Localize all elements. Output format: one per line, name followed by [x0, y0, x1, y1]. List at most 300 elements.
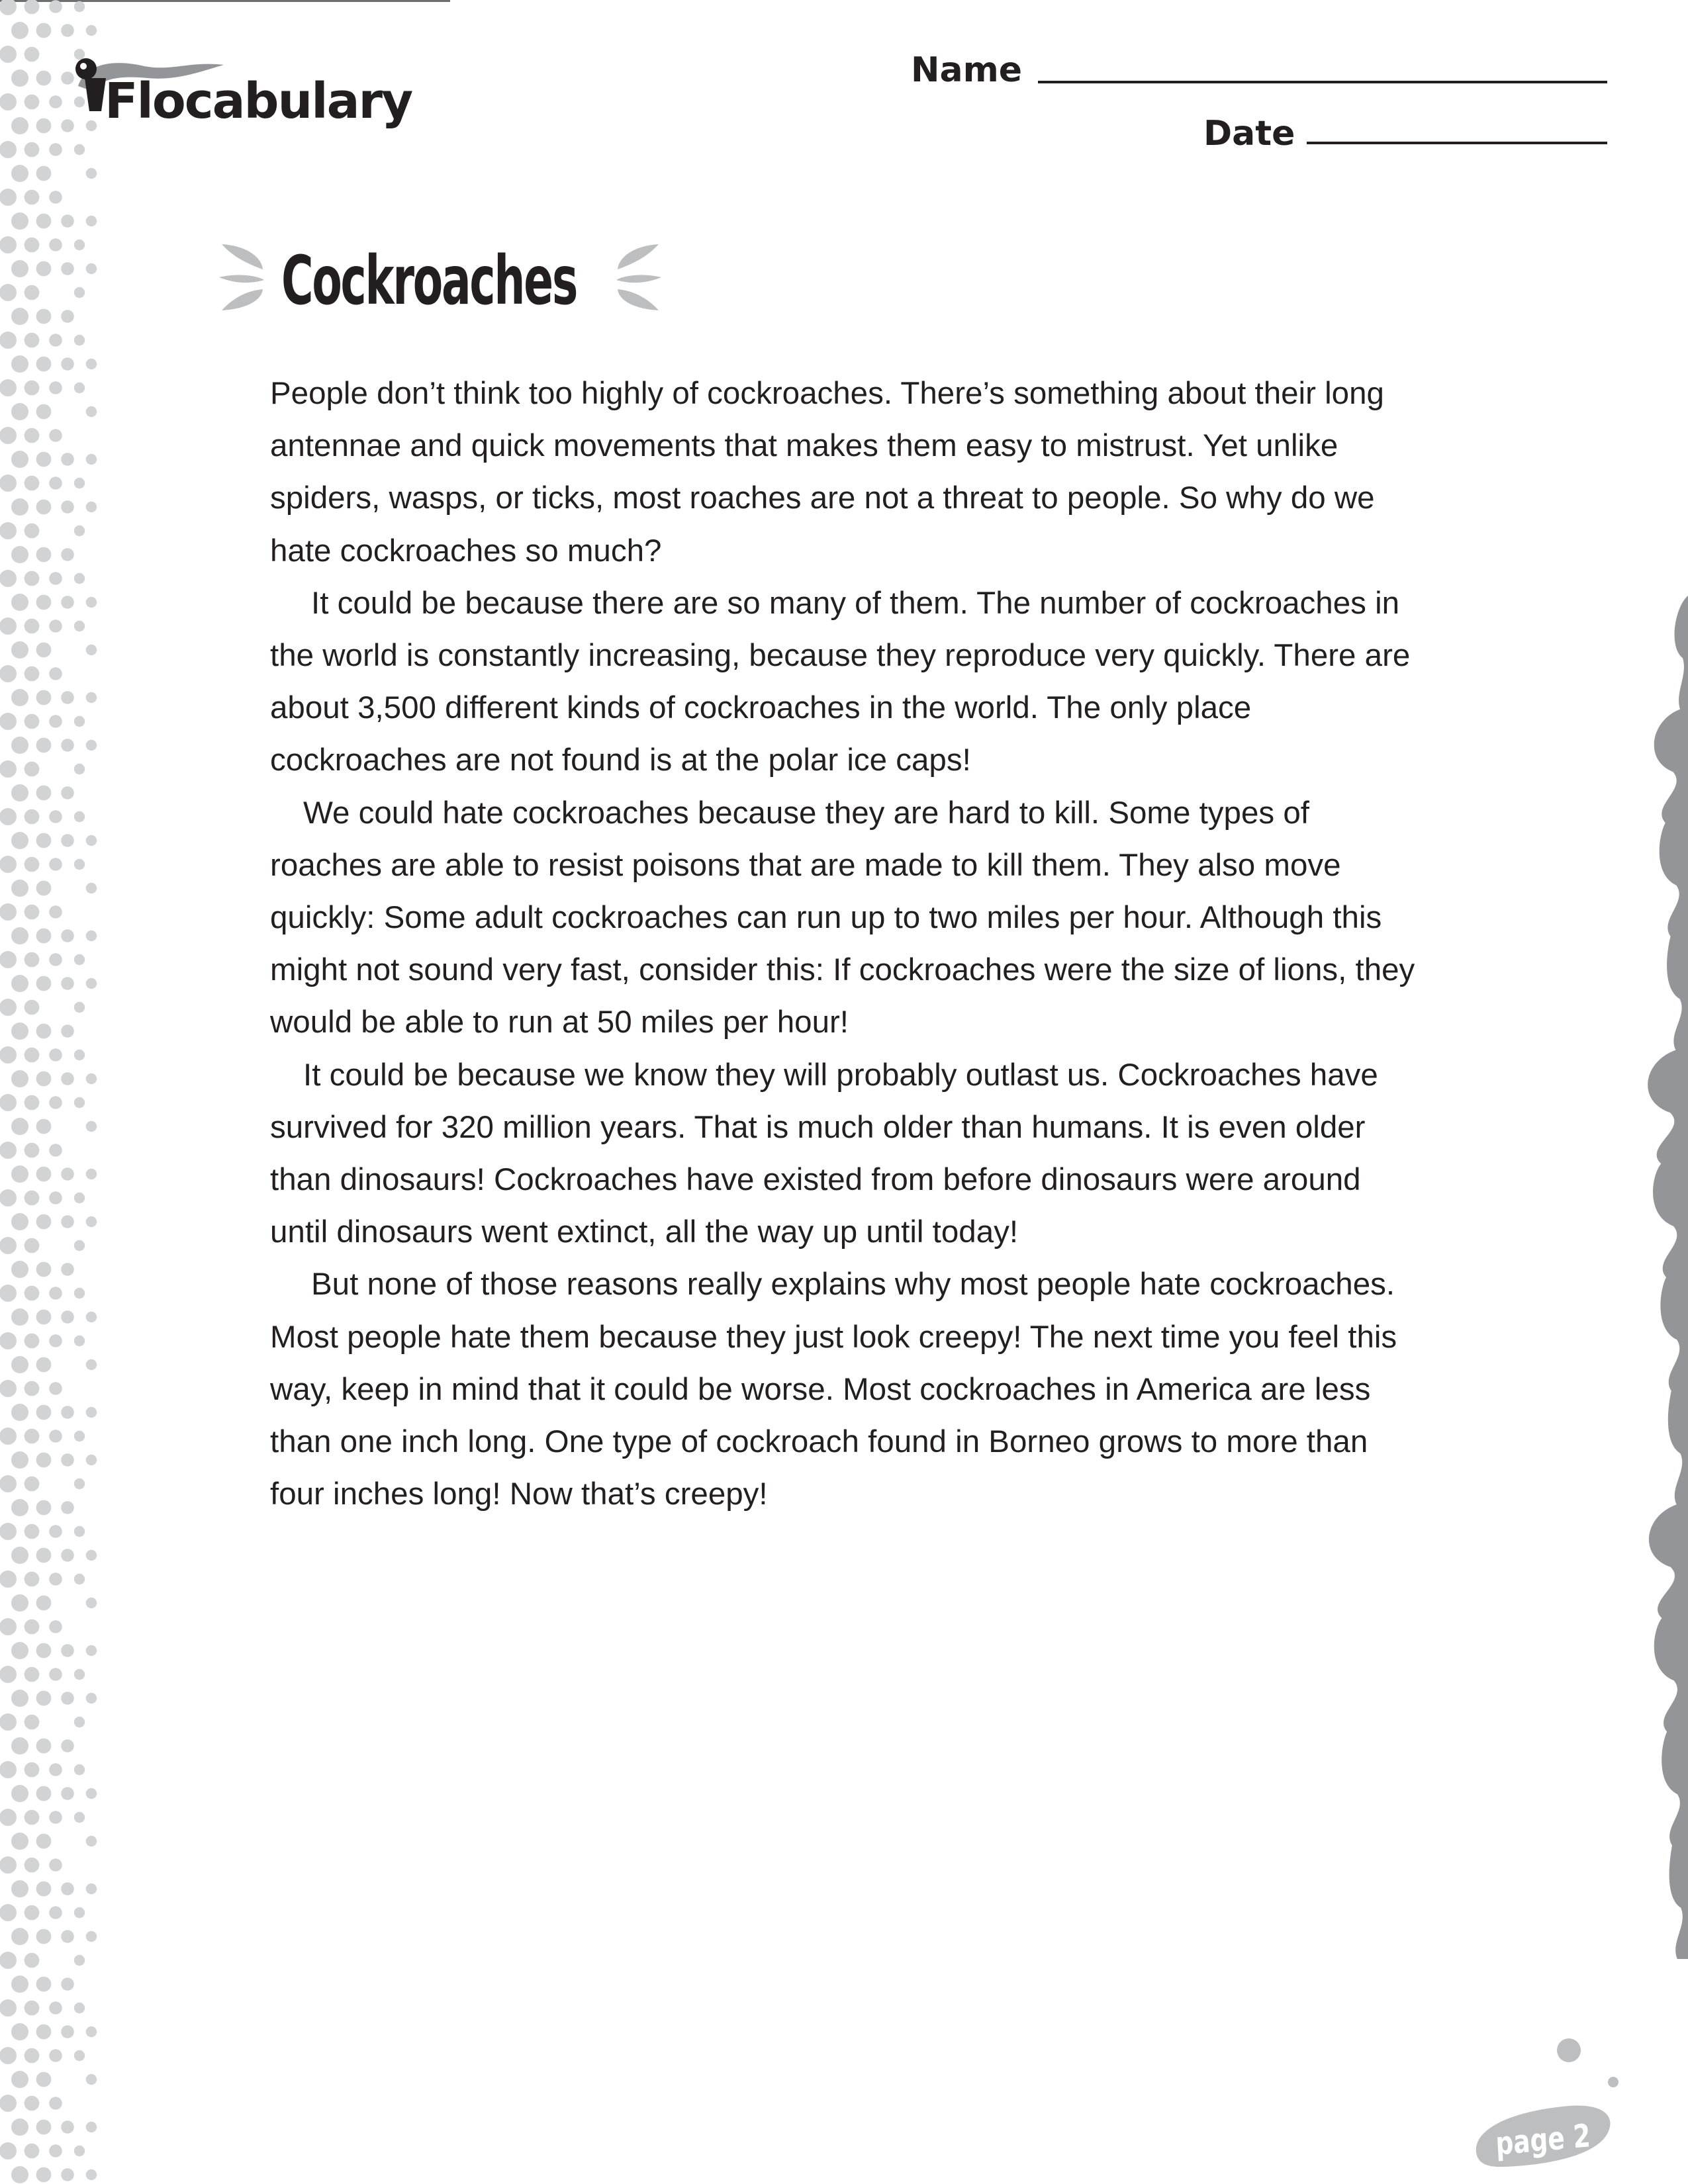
border-dot — [86, 1407, 97, 1418]
border-dot — [86, 597, 97, 608]
border-dot — [36, 1882, 52, 1897]
border-dot — [24, 285, 40, 300]
border-dot — [86, 2169, 97, 2180]
border-dot — [11, 784, 28, 801]
border-dot — [61, 214, 74, 228]
border-dot — [74, 335, 85, 345]
border-dot — [86, 263, 97, 274]
border-dot — [11, 1928, 28, 1945]
border-dot — [0, 2095, 17, 2112]
border-dot — [0, 475, 17, 492]
border-dot — [24, 1191, 40, 1206]
paragraph-1: People don’t think too highly of cockroaches. There’s something about their long antennae and quick movements that makes them easy to mistrust. Yet unlike spiders, wasps, or ticks, most roaches are not a threat to people. So why do we hate cockroaches so much? — [270, 376, 1384, 569]
border-dot — [11, 880, 28, 897]
border-dot — [11, 1165, 28, 1183]
border-dot — [36, 1357, 52, 1373]
border-dot — [86, 1359, 97, 1370]
border-dot — [86, 978, 97, 989]
border-dot — [36, 738, 52, 753]
border-dot — [0, 284, 17, 301]
border-dot — [11, 1642, 28, 1659]
border-dot — [86, 406, 97, 417]
border-dot — [86, 454, 97, 465]
border-dot — [36, 1453, 52, 1468]
border-dot — [49, 572, 62, 585]
border-dot — [86, 359, 97, 369]
border-dot — [36, 500, 52, 515]
border-dot — [74, 1336, 85, 1346]
border-dot — [36, 357, 52, 372]
border-dot — [36, 2072, 52, 2087]
border-dot — [24, 857, 40, 872]
logo-wordmark: Flocabulary — [105, 73, 412, 130]
border-dot — [74, 240, 85, 250]
border-dot — [74, 287, 85, 298]
border-dot — [11, 2118, 28, 2136]
border-dot — [11, 117, 28, 134]
border-dot — [0, 522, 17, 539]
border-dot — [24, 1667, 40, 1682]
border-dot — [24, 1858, 40, 1873]
border-dot — [74, 811, 85, 822]
border-dot — [0, 1570, 17, 1588]
border-dot — [49, 2097, 62, 2110]
border-dot — [0, 1380, 17, 1397]
border-dot — [49, 1430, 62, 1443]
border-dot — [24, 1524, 40, 1539]
border-dot — [61, 2120, 74, 2134]
border-dot — [0, 1475, 17, 1492]
border-dot — [49, 1858, 62, 1872]
border-dot — [74, 1574, 85, 1584]
border-dot — [0, 189, 17, 206]
border-dot — [36, 1929, 52, 1944]
border-dot — [61, 2025, 74, 2038]
border-dot — [11, 927, 28, 944]
border-dot — [24, 1000, 40, 1015]
border-dot — [49, 1382, 62, 1395]
border-dot — [74, 1050, 85, 1060]
border-dot — [0, 1809, 17, 1826]
border-dot — [36, 595, 52, 610]
border-dot — [11, 1547, 28, 1564]
border-dot — [36, 786, 52, 801]
border-dot — [24, 1143, 40, 1158]
page-badge — [1470, 2025, 1622, 2184]
border-dot — [0, 379, 17, 396]
border-dot — [36, 1024, 52, 1039]
border-dot — [11, 737, 28, 754]
border-dot — [86, 1598, 97, 1608]
border-dot — [24, 238, 40, 253]
border-dot — [36, 1310, 52, 1325]
border-dot — [86, 1216, 97, 1227]
border-dot — [86, 1645, 97, 1656]
page-title: Cockroaches — [281, 242, 577, 320]
border-dot — [49, 1096, 62, 1109]
border-dot — [74, 2146, 85, 2156]
border-dot — [49, 715, 62, 728]
border-dot — [49, 381, 62, 394]
paragraph-2: It could be because there are so many of them. The number of cockroaches in the world is constantly increasing, because they reproduce very quickly. There are about 3,500 different kinds of cockroaches in the world. The only place cockroaches are not found is at the polar ice caps! — [270, 585, 1411, 778]
border-dot — [11, 451, 28, 468]
border-dot — [86, 931, 97, 941]
border-dot — [0, 903, 17, 921]
border-dot — [49, 238, 62, 251]
border-dot — [74, 1526, 85, 1537]
border-dot — [74, 1669, 85, 1680]
border-dot — [86, 2122, 97, 2132]
border-dot — [86, 216, 97, 226]
border-dot — [36, 643, 52, 658]
border-dot — [49, 1668, 62, 1681]
border-dot — [74, 573, 85, 584]
border-dot — [49, 1906, 62, 1919]
border-dot — [74, 764, 85, 774]
border-dot — [24, 1048, 40, 1063]
border-dot — [11, 260, 28, 277]
border-dot — [24, 0, 40, 14]
border-dot — [49, 1763, 62, 1776]
border-dot — [0, 1428, 17, 1445]
border-dot — [0, 1999, 17, 2017]
border-dot — [24, 666, 40, 682]
border-dot — [61, 596, 74, 609]
border-dot — [24, 1429, 40, 1444]
border-dot — [36, 71, 52, 86]
border-dot — [61, 834, 74, 847]
paragraph-3: We could hate cockroaches because they are hard to kill. Some types of roaches are able to resist poisons that are made to kill them. They also move quickly: Some adult cockroaches can run up to two miles per hour. Although this might not sound very fast, consider this: If cockroaches were the size of lions, they would be able to run at 50 miles per hour! — [270, 795, 1415, 1040]
border-dot — [36, 833, 52, 848]
border-dot — [0, 1332, 17, 1349]
border-dot — [36, 1596, 52, 1611]
border-dot — [0, 617, 17, 635]
border-dot — [24, 1953, 40, 1968]
border-dot — [74, 1097, 85, 1108]
border-dot — [86, 168, 97, 179]
border-dot — [11, 1499, 28, 1516]
border-dot — [11, 1594, 28, 1612]
border-dot — [49, 858, 62, 871]
border-dot — [11, 498, 28, 516]
border-dot — [24, 95, 40, 110]
border-dot — [36, 261, 52, 277]
border-dot — [36, 118, 52, 134]
border-dot — [49, 1191, 62, 1205]
border-dot — [24, 714, 40, 729]
border-dot — [11, 1261, 28, 1278]
border-dot — [24, 809, 40, 825]
border-dot — [36, 452, 52, 467]
border-dot — [36, 1262, 52, 1277]
border-dot — [74, 525, 85, 536]
border-dot — [36, 1786, 52, 1801]
border-dot — [86, 883, 97, 893]
border-dot — [61, 739, 74, 752]
border-dot — [86, 645, 97, 655]
paragraph-5: But none of those reasons really explains why most people hate cockroaches. Most people hate them because they just look creepy! The next time you feel this way, keep in mind that it could be worse. Most cockroaches in America are less than one inch long. One type of cockroach found in Borneo grows to more than four inches long! Now that’s creepy! — [270, 1267, 1397, 1512]
border-dot — [0, 1189, 17, 1206]
border-dot — [36, 690, 52, 705]
border-dot — [36, 1643, 52, 1659]
border-dot — [24, 571, 40, 586]
border-dot — [36, 1834, 52, 1849]
border-dot — [0, 570, 17, 587]
border-dot — [24, 2096, 40, 2111]
border-dot — [61, 1739, 74, 1752]
border-dot — [0, 427, 17, 444]
border-dot — [11, 1213, 28, 1230]
border-dot — [74, 383, 85, 393]
border-dot — [74, 144, 85, 155]
border-dot — [24, 476, 40, 491]
border-dot — [86, 692, 97, 703]
border-dot — [0, 1142, 17, 1159]
border-dot — [36, 976, 52, 991]
border-dot — [86, 1169, 97, 1179]
border-dot — [49, 1620, 62, 1633]
border-dot — [36, 881, 52, 896]
border-dot — [0, 93, 17, 111]
flocabulary-logo — [65, 52, 416, 138]
border-dot — [49, 2049, 62, 2062]
border-dot — [0, 1904, 17, 1921]
border-dot — [36, 2025, 52, 2040]
border-dot — [11, 689, 28, 706]
border-dot — [11, 1880, 28, 1897]
border-dot — [36, 1739, 52, 1754]
border-dot — [61, 310, 74, 323]
border-dot — [24, 905, 40, 920]
border-dot — [11, 1690, 28, 1707]
border-dot — [11, 641, 28, 659]
border-dot — [86, 1884, 97, 1894]
border-dot — [49, 143, 62, 156]
border-dot — [11, 1356, 28, 1373]
border-dot — [24, 333, 40, 348]
border-dot — [24, 2144, 40, 2159]
wavy-edge-shape — [1648, 596, 1688, 1959]
border-dot — [49, 1048, 62, 1062]
border-dot — [61, 977, 74, 990]
border-dot — [74, 1, 85, 12]
border-dot — [11, 22, 28, 39]
border-dot — [36, 547, 52, 563]
border-dot — [36, 1167, 52, 1182]
border-dot — [36, 1977, 52, 1992]
border-dot — [24, 381, 40, 396]
border-dot — [0, 332, 17, 349]
border-dot — [0, 999, 17, 1016]
border-dot — [74, 1288, 85, 1298]
border-dot — [11, 975, 28, 992]
border-dot — [11, 69, 28, 87]
border-dot — [11, 1404, 28, 1421]
border-dot — [74, 716, 85, 727]
border-dot — [61, 1406, 74, 1419]
border-dot — [61, 1263, 74, 1276]
border-dot — [86, 1073, 97, 1084]
border-dot — [0, 1713, 17, 1731]
border-dot — [61, 929, 74, 942]
border-dot — [74, 1717, 85, 1727]
border-dot — [61, 24, 74, 37]
border-dot — [74, 1002, 85, 1013]
border-dot — [86, 25, 97, 36]
border-dot — [36, 2167, 52, 2183]
border-dot — [86, 2026, 97, 2037]
border-dot — [11, 2071, 28, 2088]
border-dot — [24, 523, 40, 539]
border-dot — [11, 1070, 28, 1087]
border-dot — [49, 953, 62, 966]
border-dot — [49, 1525, 62, 1538]
border-dot — [74, 2050, 85, 2061]
border-dot — [36, 23, 52, 38]
border-dot — [24, 190, 40, 205]
border-dot — [24, 142, 40, 158]
border-dot — [49, 429, 62, 442]
border-dot — [11, 355, 28, 373]
border-dot — [0, 713, 17, 730]
border-dot — [0, 1761, 17, 1778]
border-dot — [11, 1737, 28, 1754]
border-dot — [24, 1334, 40, 1349]
border-dot — [11, 1451, 28, 1469]
border-dot — [24, 1715, 40, 1730]
border-dot — [0, 2047, 17, 2064]
border-dot — [74, 954, 85, 965]
border-dot — [24, 762, 40, 777]
border-dot — [11, 1023, 28, 1040]
border-dot — [49, 2001, 62, 2015]
border-dot — [24, 47, 40, 62]
border-dot — [0, 951, 17, 968]
border-dot — [61, 548, 74, 561]
border-dot — [61, 453, 74, 466]
border-dot — [61, 1644, 74, 1657]
border-dot — [36, 2120, 52, 2135]
border-dot — [24, 428, 40, 443]
border-dot — [0, 1618, 17, 1635]
border-dot — [74, 859, 85, 870]
border-dot — [86, 1550, 97, 1561]
border-dot — [11, 1833, 28, 1850]
border-dot — [0, 1952, 17, 1969]
border-dot — [11, 212, 28, 230]
border-dot — [61, 262, 74, 275]
date-field[interactable] — [1307, 142, 1607, 144]
article-body — [270, 367, 1422, 1520]
border-dot — [11, 1976, 28, 1993]
border-dot — [24, 619, 40, 634]
paragraph-4: It could be because we know they will probably outlast us. Cockroaches have survived for 320 million years. That is much older than humans. It is even older than dinosaurs! Cockroaches have existed from before dinosaurs were around until dinosaurs went extinct, all the way up until today! — [270, 1057, 1378, 1250]
border-dot — [61, 1978, 74, 1991]
left-flourish-icon — [215, 238, 268, 317]
border-dot — [0, 1046, 17, 1064]
border-dot — [61, 1072, 74, 1085]
border-dot — [24, 1095, 40, 1111]
border-dot — [86, 1455, 97, 1465]
name-label: Name — [911, 50, 1023, 90]
border-dot — [49, 1287, 62, 1300]
border-dot — [0, 1285, 17, 1302]
border-dot — [36, 1119, 52, 1134]
name-field[interactable] — [1038, 81, 1607, 83]
border-dot — [61, 1692, 74, 1705]
border-dot — [86, 740, 97, 751]
border-dot — [61, 357, 74, 371]
border-dot — [36, 404, 52, 420]
border-dot — [74, 621, 85, 631]
border-dot — [24, 1905, 40, 1921]
border-dot — [36, 1548, 52, 1563]
border-dot — [0, 1523, 17, 1540]
border-dot — [24, 1572, 40, 1587]
border-dot — [74, 1193, 85, 1203]
border-dot — [11, 546, 28, 563]
border-dot — [36, 166, 52, 181]
border-dot — [11, 403, 28, 420]
border-dot — [11, 308, 28, 325]
border-dot — [74, 1955, 85, 1966]
border-dot — [86, 1836, 97, 1846]
border-dot — [61, 1310, 74, 1324]
badge-dot-small — [1608, 2077, 1618, 2087]
badge-dot-large — [1557, 2038, 1581, 2062]
border-dot — [74, 1479, 85, 1489]
border-dot — [74, 1812, 85, 1823]
border-dot — [24, 1810, 40, 1825]
border-dot — [11, 165, 28, 182]
border-dot — [49, 2144, 62, 2158]
border-dot — [61, 1787, 74, 1800]
border-dot — [61, 786, 74, 799]
border-dot — [61, 2168, 74, 2181]
border-dot — [61, 1930, 74, 1943]
border-dot — [11, 1785, 28, 1802]
border-dot — [36, 1691, 52, 1706]
border-dot — [36, 1071, 52, 1087]
border-dot — [36, 1500, 52, 1516]
border-dot — [24, 1762, 40, 1778]
border-dot — [61, 1024, 74, 1038]
border-dot — [61, 1549, 74, 1562]
border-dot — [0, 2142, 17, 2160]
border-dot — [49, 619, 62, 633]
border-dot — [49, 1811, 62, 1824]
border-dot — [74, 1431, 85, 1441]
border-dot — [49, 1572, 62, 1586]
border-dot — [24, 952, 40, 968]
border-dot — [36, 309, 52, 324]
border-dot — [86, 502, 97, 512]
border-dot — [11, 1308, 28, 1326]
border-dot — [74, 1907, 85, 1918]
border-dot — [24, 1619, 40, 1635]
right-flourish-icon — [612, 238, 665, 317]
border-dot — [74, 1764, 85, 1775]
border-dot — [0, 808, 17, 825]
border-dot — [11, 594, 28, 611]
border-dot — [0, 1666, 17, 1683]
border-dot — [49, 1144, 62, 1157]
border-dot — [0, 1856, 17, 1874]
border-dot — [24, 1238, 40, 1253]
border-dot — [36, 929, 52, 944]
border-dot — [86, 1931, 97, 1942]
border-dot — [49, 95, 62, 109]
